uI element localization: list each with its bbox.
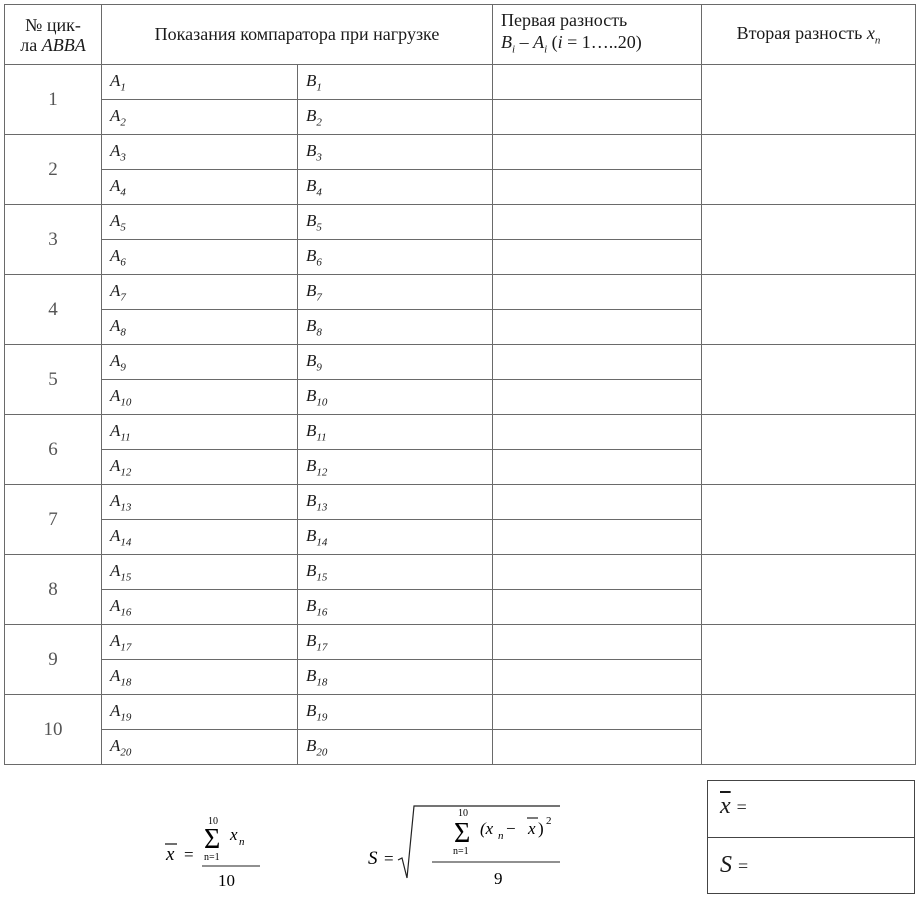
cycle-number: 2 xyxy=(5,135,102,205)
first-difference-cell[interactable] xyxy=(493,485,702,520)
reading-a: $A_4$ xyxy=(102,170,298,205)
reading-b: $B_2$ xyxy=(298,100,493,135)
first-difference-cell[interactable] xyxy=(493,310,702,345)
cycle-number: 9 xyxy=(5,625,102,695)
reading-b: $B_6$ xyxy=(298,240,493,275)
s-term-sub: n xyxy=(498,830,504,842)
result-mean: $\overline{x}$ = xyxy=(708,781,914,838)
results-box xyxy=(707,780,915,894)
reading-b: $B_{20}$ xyxy=(298,730,493,765)
sqrt-icon xyxy=(398,806,560,878)
mean-eq: = xyxy=(184,845,194,864)
first-difference-cell[interactable] xyxy=(493,590,702,625)
reading-b: $B_{18}$ xyxy=(298,660,493,695)
reading-a: $A_{18}$ xyxy=(102,660,298,695)
std-formula xyxy=(360,800,580,890)
header-second-difference: Вторая разность $x_n$ xyxy=(702,5,916,65)
first-difference-cell[interactable] xyxy=(493,345,702,380)
header-first-difference: Первая разность $B_i - A_i$ (i = 1…..20) xyxy=(493,5,702,65)
mean-term: x xyxy=(230,825,238,844)
table-row xyxy=(5,65,916,100)
reading-a: $A_{19}$ xyxy=(102,695,298,730)
mean-denominator: 10 xyxy=(218,871,235,890)
first-difference-cell[interactable] xyxy=(493,170,702,205)
first-difference-cell[interactable] xyxy=(493,660,702,695)
first-difference-cell[interactable] xyxy=(493,450,702,485)
s-lhs: S xyxy=(368,848,378,869)
second-difference-cell[interactable] xyxy=(702,205,916,275)
first-difference-cell[interactable] xyxy=(493,135,702,170)
reading-a: $A_{15}$ xyxy=(102,555,298,590)
reading-b: $B_{16}$ xyxy=(298,590,493,625)
reading-b: $B_1$ xyxy=(298,65,493,100)
reading-b: $B_4$ xyxy=(298,170,493,205)
s-eq: = xyxy=(384,849,394,868)
first-difference-cell[interactable] xyxy=(493,415,702,450)
table-row xyxy=(5,275,916,310)
cycle-number: 4 xyxy=(5,275,102,345)
reading-b: $B_{12}$ xyxy=(298,450,493,485)
second-difference-cell[interactable] xyxy=(702,275,916,345)
header-cycle-number: № цик- ла ABBA xyxy=(5,5,102,65)
reading-b: $B_{10}$ xyxy=(298,380,493,415)
comparator-table xyxy=(4,4,916,765)
reading-a: $A_7$ xyxy=(102,275,298,310)
reading-b: $B_8$ xyxy=(298,310,493,345)
mean-sum-lower: n=1 xyxy=(204,852,220,863)
header-row xyxy=(5,5,916,65)
first-difference-cell[interactable] xyxy=(493,275,702,310)
header-comparator-readings: Показания компаратора при нагрузке xyxy=(102,5,493,65)
table-row xyxy=(5,485,916,520)
reading-a: $A_{10}$ xyxy=(102,380,298,415)
reading-a: $A_6$ xyxy=(102,240,298,275)
reading-a: $A_{17}$ xyxy=(102,625,298,660)
s-sum-lower: n=1 xyxy=(453,846,469,857)
s-term-xbar: x xyxy=(528,819,536,838)
cycle-number: 5 xyxy=(5,345,102,415)
cycle-number: 8 xyxy=(5,555,102,625)
reading-b: $B_{14}$ xyxy=(298,520,493,555)
reading-a: $A_5$ xyxy=(102,205,298,240)
reading-a: $A_{20}$ xyxy=(102,730,298,765)
reading-a: $A_{16}$ xyxy=(102,590,298,625)
first-difference-cell[interactable] xyxy=(493,205,702,240)
reading-a: $A_{12}$ xyxy=(102,450,298,485)
cycle-number: 6 xyxy=(5,415,102,485)
first-difference-cell[interactable] xyxy=(493,65,702,100)
reading-b: $B_3$ xyxy=(298,135,493,170)
reading-a: $A_9$ xyxy=(102,345,298,380)
reading-a: $A_1$ xyxy=(102,65,298,100)
reading-a: $A_3$ xyxy=(102,135,298,170)
second-difference-cell[interactable] xyxy=(702,135,916,205)
table-row xyxy=(5,205,916,240)
second-difference-cell[interactable] xyxy=(702,415,916,485)
reading-a: $A_8$ xyxy=(102,310,298,345)
reading-b: $B_7$ xyxy=(298,275,493,310)
reading-a: $A_{11}$ xyxy=(102,415,298,450)
first-difference-cell[interactable] xyxy=(493,730,702,765)
reading-b: $B_9$ xyxy=(298,345,493,380)
second-difference-cell[interactable] xyxy=(702,695,916,765)
reading-a: $A_{14}$ xyxy=(102,520,298,555)
cycle-number: 7 xyxy=(5,485,102,555)
std-formula-graphic xyxy=(360,800,580,895)
sigma-icon-2: Σ xyxy=(454,818,471,849)
reading-b: $B_{13}$ xyxy=(298,485,493,520)
second-difference-cell[interactable] xyxy=(702,555,916,625)
first-difference-cell[interactable] xyxy=(493,695,702,730)
first-difference-cell[interactable] xyxy=(493,380,702,415)
sigma-icon: Σ xyxy=(204,824,221,855)
s-sum-upper: 10 xyxy=(458,808,468,819)
second-difference-cell[interactable] xyxy=(702,65,916,135)
table-row xyxy=(5,695,916,730)
s-term-close: ) xyxy=(538,819,544,838)
s-denominator: 9 xyxy=(494,869,503,888)
table-row xyxy=(5,345,916,380)
cycle-number: 3 xyxy=(5,205,102,275)
cycle-number: 10 xyxy=(5,695,102,765)
s-term: (x xyxy=(480,819,494,838)
result-s: S = xyxy=(720,852,749,878)
second-difference-cell[interactable] xyxy=(702,485,916,555)
s-term-mid: − xyxy=(506,819,516,838)
table-row xyxy=(5,415,916,450)
first-difference-cell[interactable] xyxy=(493,520,702,555)
reading-b: $B_{17}$ xyxy=(298,625,493,660)
mean-sum-upper: 10 xyxy=(208,816,218,827)
table-row xyxy=(5,625,916,660)
reading-b: $B_{19}$ xyxy=(298,695,493,730)
first-difference-cell[interactable] xyxy=(493,100,702,135)
first-difference-cell[interactable] xyxy=(493,555,702,590)
reading-b: $B_5$ xyxy=(298,205,493,240)
second-difference-cell[interactable] xyxy=(702,625,916,695)
mean-formula xyxy=(160,810,310,890)
reading-b: $B_{11}$ xyxy=(298,415,493,450)
reading-a: $A_{13}$ xyxy=(102,485,298,520)
second-difference-cell[interactable] xyxy=(702,345,916,415)
first-difference-cell[interactable] xyxy=(493,240,702,275)
table-row xyxy=(5,555,916,590)
reading-b: $B_{15}$ xyxy=(298,555,493,590)
mean-lhs: x xyxy=(166,844,175,865)
mean-term-sub: n xyxy=(239,836,245,848)
mean-formula-graphic xyxy=(160,810,310,890)
s-power: 2 xyxy=(546,815,552,827)
reading-a: $A_2$ xyxy=(102,100,298,135)
cycle-number: 1 xyxy=(5,65,102,135)
first-difference-cell[interactable] xyxy=(493,625,702,660)
table-row xyxy=(5,135,916,170)
